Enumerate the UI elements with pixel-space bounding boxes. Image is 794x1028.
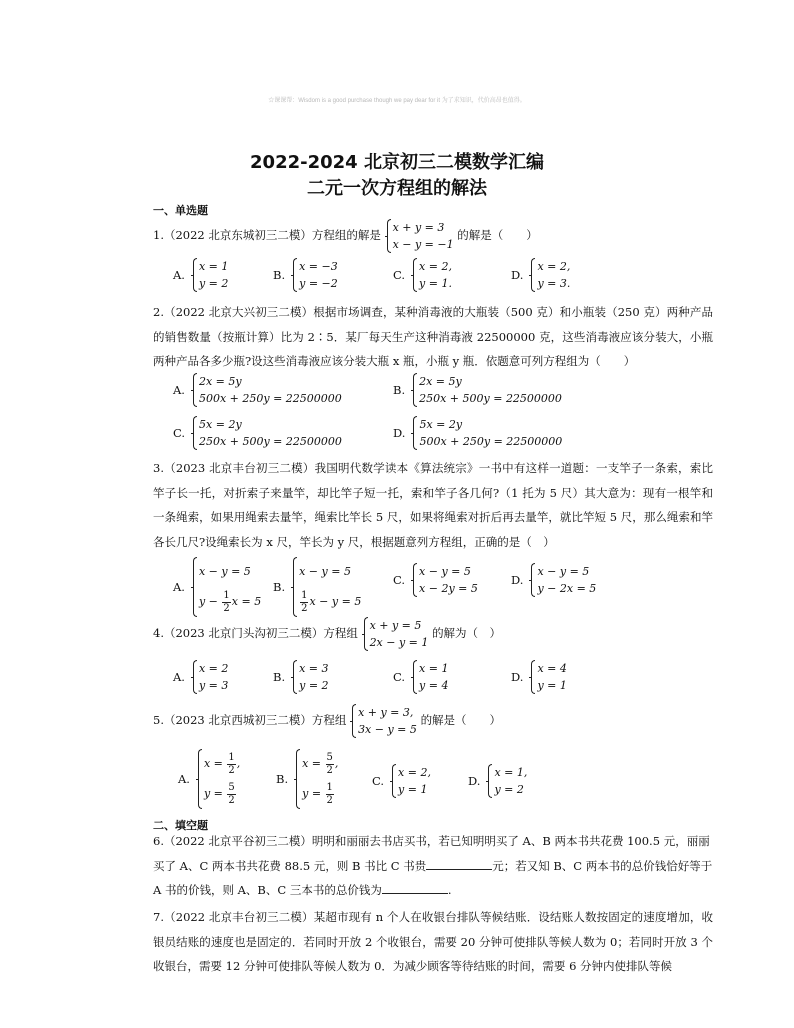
q2-option-c[interactable] [173,416,342,450]
question-2: 2.（2022 北京大兴初三二模）根据市场调查，某种消毒液的大瓶装（500 克）和小瓶装（250 克）两种产品的销售数量（按瓶计算）比为 2∶5．某厂每天生产这种消毒液 22500000 克，这些消毒液应该分装大，小瓶两种产品各多少瓶?设这些消毒液应该分装大瓶 x 瓶，小瓶 y 瓶．依题意可列方程组为（ ） [153,305,713,368]
q3-option-a[interactable] [173,557,261,617]
option-label: D. [468,774,481,788]
section-heading-fill-blank: 二、填空题 [153,819,208,832]
equation: 250x + 500y = 22500000 [419,392,562,405]
equation: 5x = 2y [419,418,463,431]
watermark-text: ☆课课帮：Wisdom is a good purchase though we pay dear for it 为了求知识，代价高昂也值得。 [268,98,526,104]
equation: x = 2, [398,766,431,779]
q2-option-d[interactable] [393,416,562,450]
option-label: B. [273,268,286,282]
equation: 3x − y = 5 [358,723,417,736]
q3-option-d[interactable] [511,563,596,597]
equation: x = 2, [419,260,452,273]
equation: y = 2 [494,783,524,796]
question-5-suffix: 的解是（ ） [420,713,502,727]
q2-option-b[interactable] [393,373,562,407]
q3-option-c[interactable] [393,563,478,597]
equation: x − y = 5 [299,565,351,578]
equation: y = 2 [299,679,329,692]
equation: y = 1. [419,277,452,290]
equation: 500x + 250y = 22500000 [419,435,563,448]
equation: x = 4 [537,662,567,675]
q3-option-b[interactable] [273,557,361,617]
equation: x − 2y = 5 [419,582,478,595]
q2-option-a[interactable] [173,373,342,407]
answer-blank-2[interactable] [382,881,448,894]
equation: y = $\frac{1}{2}$ [302,781,333,806]
q5-option-d[interactable] [468,764,527,798]
document-subtitle: 二元一次方程组的解法 [307,178,487,199]
option-label: C. [372,774,385,788]
equation: x = −3 [299,260,338,273]
equation: x − y = 5 [198,565,251,578]
equation: x + y = 5 [369,619,422,632]
equation: x + y = 3 [392,221,445,234]
q1-option-b[interactable] [273,258,338,292]
option-label: A. [173,580,185,594]
document-title: 2022-2024 北京初三二模数学汇编 [250,152,544,173]
q4-option-d[interactable] [511,660,567,694]
equation: y = 3. [537,277,571,290]
question-4-system [362,617,429,651]
equation: y = −2 [299,277,338,290]
equation: x = 2 [198,662,229,675]
equation: x − y = −1 [392,238,454,251]
equation: x = 1 [198,260,229,273]
equation: y = 4 [419,679,449,692]
question-5 [153,704,501,738]
question-1 [153,219,538,253]
equation: x + y = 3, [358,706,414,719]
equation: y − $\frac{1}{2}$ x = 5 [198,589,262,614]
option-label: B. [273,580,286,594]
equation: 2x − y = 1 [369,636,429,649]
question-1-suffix: 的解是（ ） [457,228,538,242]
option-label: D. [393,426,406,440]
question-4-prefix: 4.（2023 北京门头沟初三二模）方程组 [153,626,358,640]
q1-option-a[interactable] [173,258,228,292]
equation: 5x = 2y [199,418,242,431]
equation: x = $\frac{1}{2}$ , [203,751,241,776]
equation: $\frac{1}{2}$ x − y = 5 [301,589,362,614]
q5-option-b[interactable] [276,749,338,809]
equation: y = 1 [537,679,567,692]
question-6-line-3: A 书的价钱，则 A、B、C 三本书的总价钱为 . [153,883,452,897]
question-1-system [385,219,454,253]
equation: x = 3 [299,662,329,675]
q4-option-a[interactable] [173,660,228,694]
option-label: C. [393,573,406,587]
question-5-system [350,704,417,738]
q4-option-b[interactable] [273,660,329,694]
option-label: B. [276,772,289,786]
question-1-prefix: 1.（2022 北京东城初三二模）方程组的解是 [153,228,381,242]
section-heading-single-choice: 一、单选题 [153,204,208,217]
question-4-suffix: 的解为（ ） [432,626,502,640]
option-label: C. [393,670,406,684]
question-3: 3.（2023 北京丰台初三二模）我国明代数学读本《算法统宗》一书中有这样一道题：一支竿子一条索，索比竿子长一托，对折索子来量竿，却比竿子短一托，索和竿子各几何?（1 托为 5 尺）其大意为：现有一根竿和一条绳索，如果用绳索去量竿，绳索比竿长 5 尺，如果将绳索对折后再去量竿，就比竿短 5 尺，那么绳索和竿各长几尺?设绳索长为 x 尺，竿长为 y 尺，根据题意列方程组，正确的是（ ） [153,461,713,549]
equation: y = 3 [198,679,229,692]
question-4 [153,617,501,651]
option-label: D. [511,573,524,587]
option-label: A. [178,772,190,786]
equation: x = $\frac{5}{2}$ , [302,751,339,776]
equation: y = $\frac{5}{2}$ [203,781,235,806]
question-5-prefix: 5.（2023 北京西城初三二模）方程组 [153,713,347,727]
q5-option-c[interactable] [372,764,431,798]
option-label: B. [273,670,286,684]
equation: x = 2, [537,260,571,273]
option-label: A. [173,383,185,397]
option-label: C. [173,426,186,440]
q1-option-d[interactable] [511,258,570,292]
equation: y − 2x = 5 [537,582,597,595]
equation: y = 1 [398,783,428,796]
equation: 2x = 5y [198,375,242,388]
equation: x − y = 5 [419,565,471,578]
option-label: C. [393,268,406,282]
equation: x = 1 [419,662,449,675]
option-label: A. [173,268,185,282]
equation: 2x = 5y [419,375,462,388]
equation: 250x + 500y = 22500000 [199,435,342,448]
question-7: 7.（2022 北京丰台初三二模）某超市现有 n 个人在收银台排队等候结账．设结账人数按固定的速度增加，收银员结账的速度也是固定的．若同时开放 2 个收银台，需要 20 分钟可使排队等候人数为 0；若同时开放 3 个收银台，需要 12 分钟可使排队等候人数为 0．为减少顾客等待结账的时间，需要 6 分钟内使排队等候 [153,910,713,973]
option-label: B. [393,383,406,397]
q4-option-c[interactable] [393,660,448,694]
option-label: D. [511,670,524,684]
equation: y = 2 [198,277,229,290]
q1-option-c[interactable] [393,258,452,292]
option-label: D. [511,268,524,282]
equation: 500x + 250y = 22500000 [198,392,342,405]
question-6-line-2: 买了 A、C 两本书共花费 88.5 元，则 B 书比 C 书贵 元；若又知 B、C 两本书的总价钱恰好等于 [153,859,713,873]
equation: x = 1, [494,766,528,779]
question-6-line-1: 6.（2022 北京平谷初三二模）明明和丽丽去书店买书，若已知明明买了 A、B 两本书共花费 100.5 元，丽丽 [153,834,710,848]
equation: x − y = 5 [537,565,590,578]
option-label: A. [173,670,185,684]
answer-blank-1[interactable] [426,857,492,870]
q5-option-a[interactable] [178,749,240,809]
